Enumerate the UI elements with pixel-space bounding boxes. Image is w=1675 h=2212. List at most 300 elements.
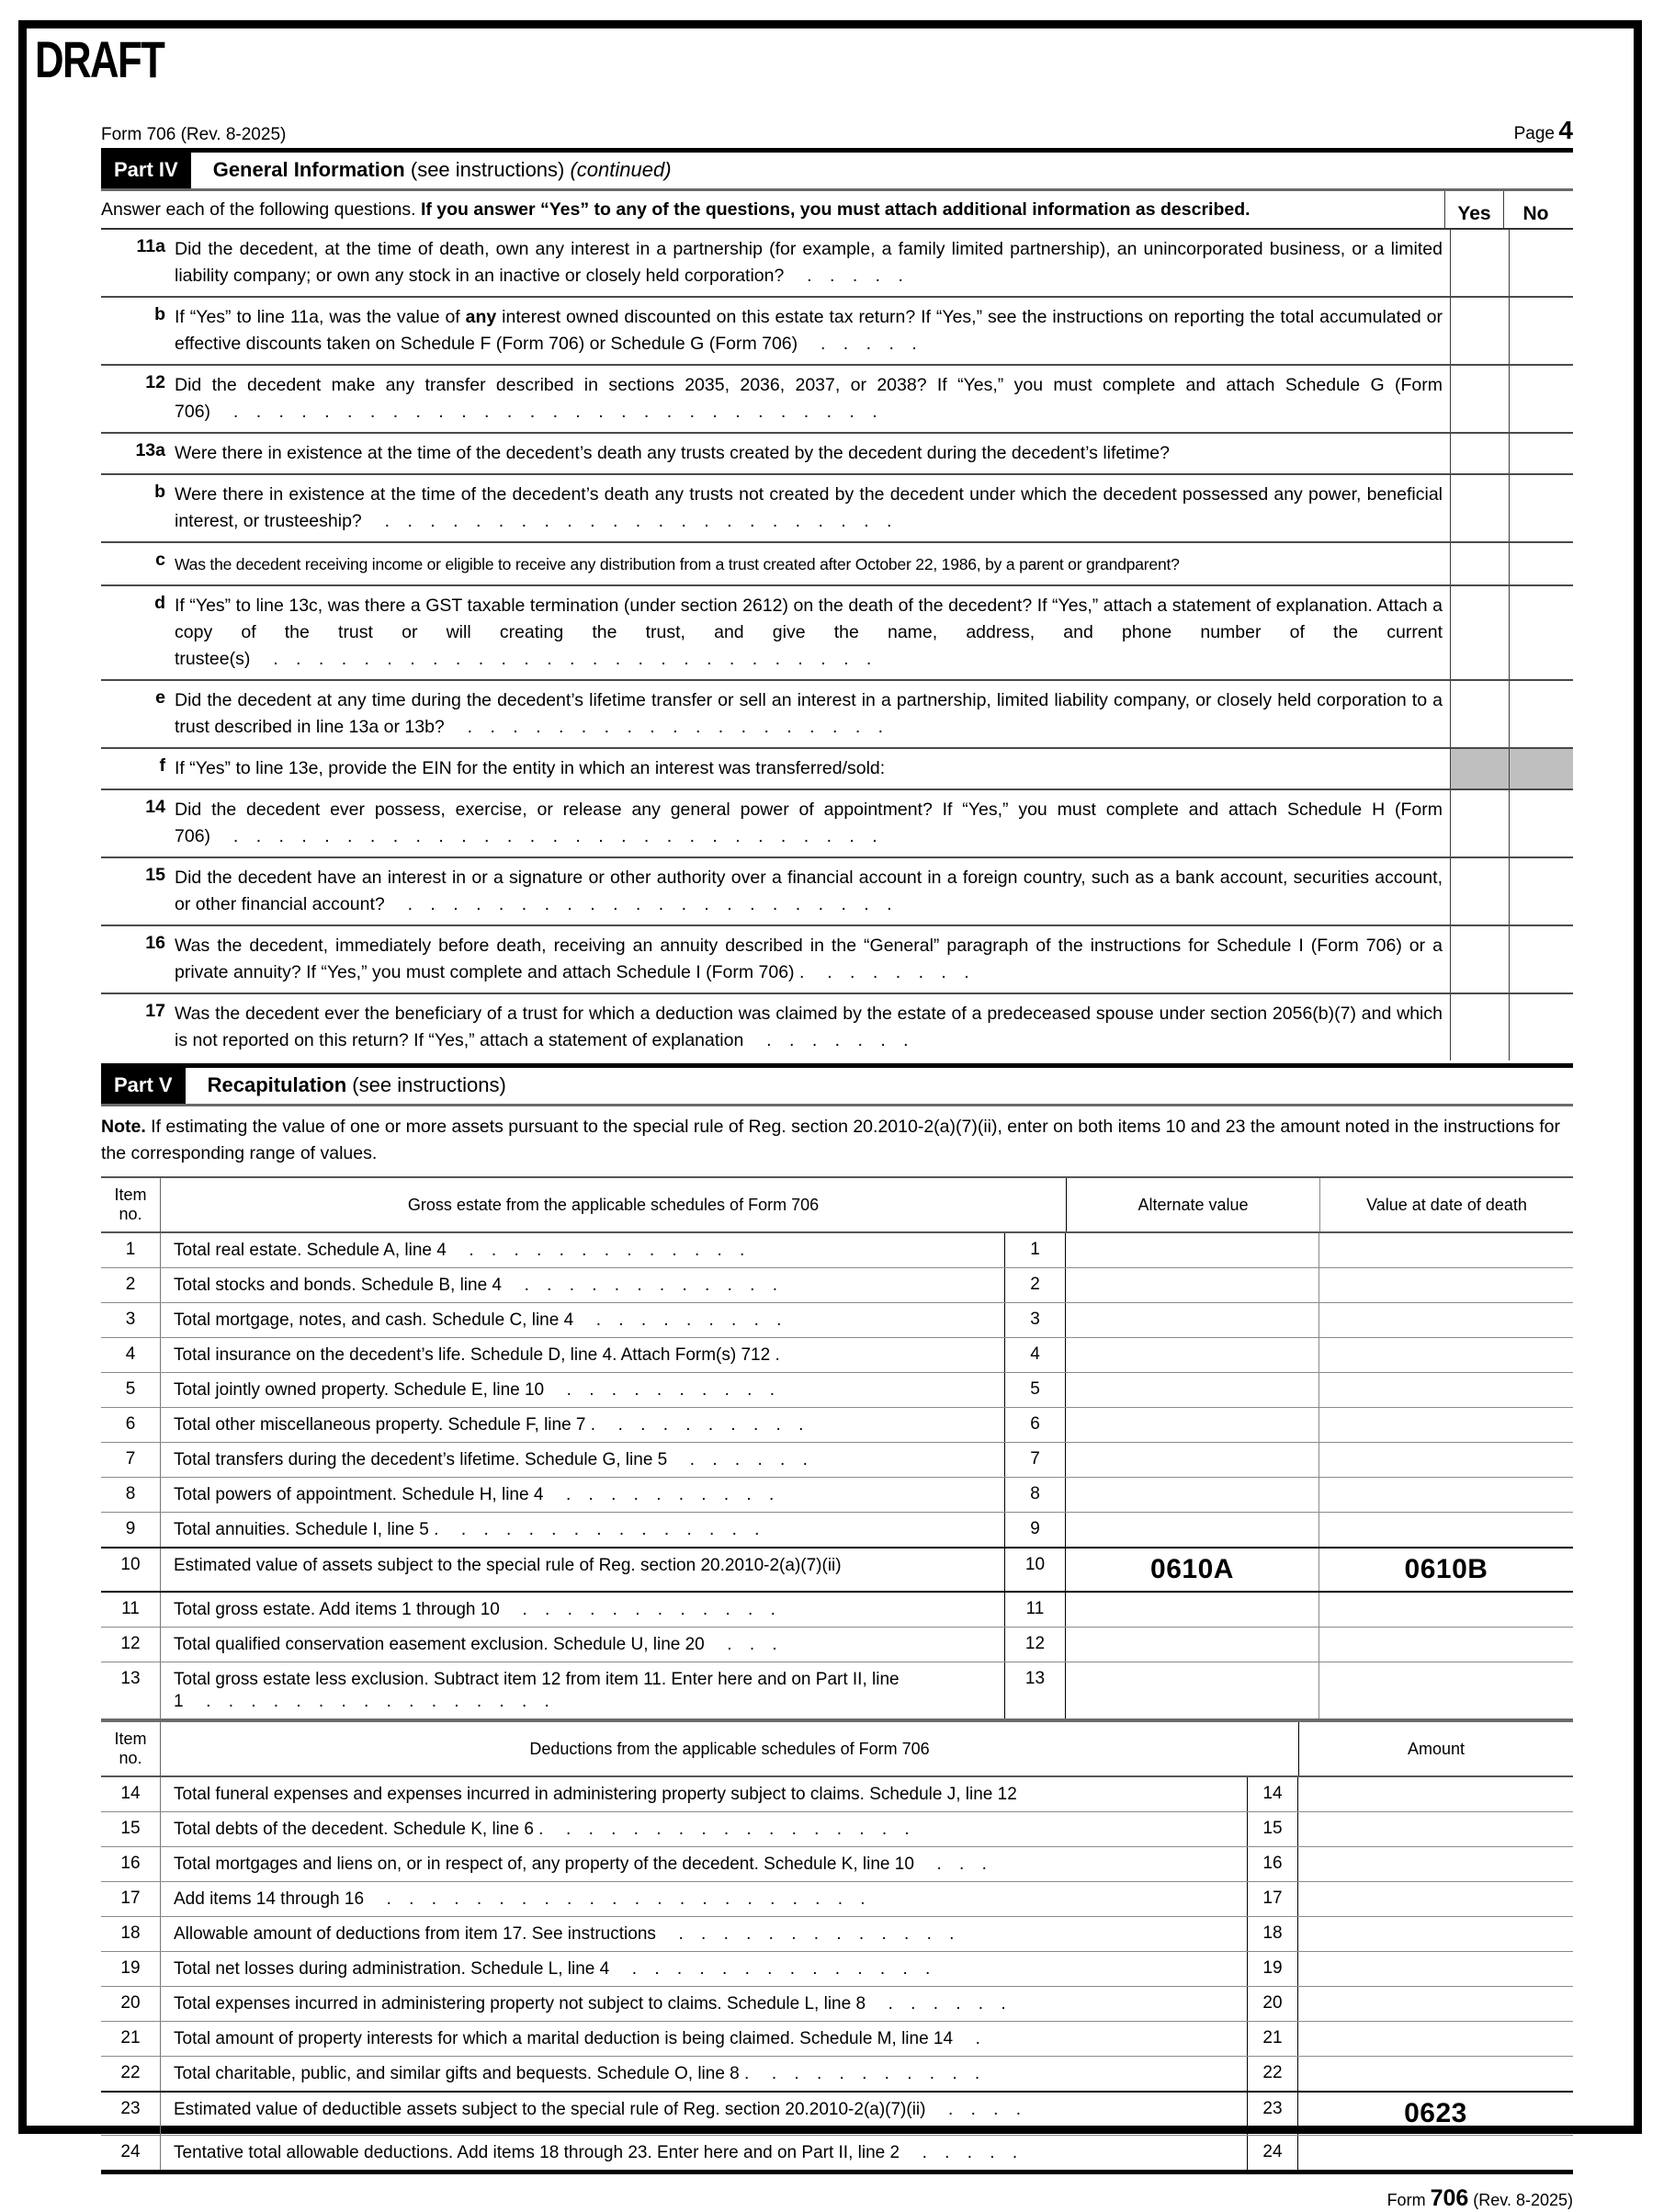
alternate-value-cell-2[interactable] [1066, 1268, 1319, 1302]
dot-leaders: . . . . . . . . . . . . . . . . . . . . . . . . . . . . . [210, 826, 884, 846]
question-row-11a [101, 230, 1573, 298]
value-at-death-cell-4[interactable] [1319, 1338, 1573, 1372]
question-text-segment: Was the decedent ever the beneficiary of a trust for which a deduction was claimed by the estate of a predeceased spouse under section 2056(b)(7) and which is not reported on this return? If “Yes,” attach a statement of explanation [175, 1004, 1443, 1050]
row-description-text: Total debts of the decedent. Schedule K, line 6 . [174, 1820, 544, 1839]
gross-row-2 [101, 1268, 1573, 1303]
line-number: 13 [1004, 1662, 1066, 1719]
dot-leaders: . . . . . [900, 2143, 1024, 2162]
deduction-row-22 [101, 2057, 1573, 2093]
question-number: 15 [145, 865, 165, 885]
amount-cell-21[interactable] [1298, 2022, 1573, 2056]
dot-leaders: . . . . . . . . . . . . . . . . . . . . . . . . . . . [250, 649, 878, 669]
gross-estate-table [101, 1176, 1573, 1722]
line-number: 15 [1247, 1812, 1298, 1846]
amount-cell-19[interactable] [1298, 1952, 1573, 1986]
amount-cell-24[interactable] [1298, 2136, 1573, 2170]
dot-leaders: . . . . . . . . . . . . . . [438, 1520, 766, 1539]
row-description [161, 1917, 1247, 1951]
row-description [161, 1628, 1004, 1662]
question-text-segment: Did the decedent make any transfer described in sections 2035, 2036, 2037, or 2038? If “Yes,” you must complete and attach Schedule G (Form 706) [175, 375, 1443, 422]
row-description [161, 1408, 1004, 1442]
question-number: 11a [136, 236, 165, 256]
row-description [161, 1478, 1004, 1512]
amount-cell-15[interactable] [1298, 1812, 1573, 1846]
qc-yes-cell[interactable] [1450, 543, 1509, 584]
line-number: 21 [1247, 2022, 1298, 2056]
alternate-value-cell-5[interactable] [1066, 1373, 1319, 1407]
part4-header-bar [101, 153, 1573, 191]
item-number: 6 [101, 1408, 161, 1442]
q15-no-cell[interactable] [1509, 858, 1573, 925]
dot-leaders: . . . . . [798, 334, 923, 354]
part4-questions-body [101, 230, 1573, 1061]
alternate-value-cell-10[interactable]: 0610A [1066, 1548, 1319, 1591]
amount-cell-20[interactable] [1298, 1987, 1573, 2021]
alternate-value-header: Alternate value [1066, 1178, 1319, 1231]
deduction-row-21 [101, 2022, 1573, 2057]
row-description [161, 1303, 1004, 1337]
gross-row-4 [101, 1338, 1573, 1373]
form-header [101, 116, 1573, 145]
qe-no-cell[interactable] [1509, 681, 1573, 747]
form-page [101, 116, 1573, 2212]
deduction-row-20 [101, 1987, 1573, 2022]
item-number: 17 [101, 1882, 161, 1916]
dot-leaders: . . . [704, 1635, 784, 1654]
q12-yes-cell[interactable] [1450, 366, 1509, 432]
row-description [161, 1847, 1247, 1881]
row-description [161, 1952, 1247, 1986]
question-text-segment: Did the decedent, at the time of death, own any interest in a partnership (for example, a family limited partnership), an unincorporated business, or a limited liability company; or own any stock in an inactive or closely held corporation? [175, 239, 1443, 286]
item-number: 10 [101, 1548, 161, 1591]
line-number: 19 [1247, 1952, 1298, 1986]
question-row-b [101, 298, 1573, 366]
deduction-row-17 [101, 1882, 1573, 1917]
row-description-text: Total net losses during administration. Schedule L, line 4 [174, 1959, 610, 1979]
qc-no-cell[interactable] [1509, 543, 1573, 584]
qf-yes-cell [1450, 749, 1509, 788]
question-text-segment: Was the decedent receiving income or eligible to receive any distribution from a trust created after October 22, 1986, by a parent or grandparent? [175, 555, 1180, 573]
line-number: 1 [1004, 1233, 1066, 1267]
item-number: 12 [101, 1628, 161, 1662]
dot-leaders: . . . . . [784, 266, 910, 286]
dot-leaders: . . . . . . [866, 1994, 1013, 2013]
line-number: 5 [1004, 1373, 1066, 1407]
line-number: 11 [1004, 1593, 1066, 1627]
page-indicator: Page 4 [1513, 116, 1573, 144]
item-number: 7 [101, 1443, 161, 1477]
dot-leaders: . . . . . . . . . . . . . . . . . . . . . . . . . . . . . [210, 402, 884, 422]
question-text-segment: Did the decedent at any time during the decedent’s lifetime transfer or sell an interest in a partnership, limited liability company, or closely held corporation to a trust described in line 13a or 13b? [175, 690, 1443, 737]
item-number: 16 [101, 1847, 161, 1881]
item-no-header-2: Item no. [101, 1722, 161, 1775]
qd-no-cell[interactable] [1509, 586, 1573, 679]
q11a-no-cell[interactable] [1509, 230, 1573, 296]
question-number: f [159, 755, 165, 776]
value-at-death-cell-10[interactable]: 0610B [1404, 1554, 1488, 1584]
line-number: 17 [1247, 1882, 1298, 1916]
question-text [175, 586, 1450, 679]
row-description-text: Tentative total allowable deductions. Add items 18 through 23. Enter here and on Part II, line 2 [174, 2143, 900, 2162]
deduction-row-16 [101, 1847, 1573, 1882]
row-description-text: Total insurance on the decedent’s life. Schedule D, line 4. Attach Form(s) 712 . [174, 1345, 780, 1365]
line-number: 4 [1004, 1338, 1066, 1372]
alternate-value-cell-12[interactable] [1066, 1628, 1319, 1662]
row-description-text: Estimated value of deductible assets subject to the special rule of Reg. section 20.2010-2(a)(7)(ii) [174, 2100, 926, 2119]
deduction-row-14 [101, 1777, 1573, 1812]
question-number: d [154, 593, 165, 613]
value-at-death-cell-2[interactable] [1319, 1268, 1573, 1302]
dot-leaders: . . . . . . . . . . . . [499, 1600, 782, 1619]
question-row-14 [101, 790, 1573, 858]
q11a-yes-cell[interactable] [1450, 230, 1509, 296]
question-text [175, 994, 1450, 1061]
q15-yes-cell[interactable] [1450, 858, 1509, 925]
row-description-text: Total transfers during the decedent’s lifetime. Schedule G, line 5 [174, 1450, 668, 1469]
deduction-row-19 [101, 1952, 1573, 1987]
value-at-death-cell-11[interactable] [1319, 1593, 1573, 1627]
row-description [161, 1513, 1004, 1547]
alternate-value-cell-1[interactable] [1066, 1233, 1319, 1267]
row-description-text: Add items 14 through 16 [174, 1889, 365, 1909]
row-description-text: Total amount of property interests for which a marital deduction is being claimed. Schedule M, line 14 [174, 2029, 954, 2048]
value-at-death-cell-8[interactable] [1319, 1478, 1573, 1512]
gross-row-7 [101, 1443, 1573, 1478]
q17-no-cell[interactable] [1509, 994, 1573, 1061]
question-text-segment: If “Yes” to line 13c, was there a GST taxable termination (under section 2612) on the death of the decedent? If “Yes,” attach a statement of explanation. Attach a copy of the trust or will creating the trust, and give the name, address, and phone number of the current trustee(s) [175, 596, 1443, 669]
line-number: 23 [1247, 2093, 1298, 2135]
gross-row-3 [101, 1303, 1573, 1338]
gross-row-11 [101, 1593, 1573, 1628]
alternate-value-cell-11[interactable] [1066, 1593, 1319, 1627]
deductions-table-body [101, 1777, 1573, 2174]
dot-leaders: . . . . . . . . . . . . . . . . . . . . . . [384, 894, 899, 914]
q16-yes-cell[interactable] [1450, 926, 1509, 993]
row-description-text: Total gross estate. Add items 1 through 10 [174, 1600, 500, 1619]
row-description-text: Total powers of appointment. Schedule H, line 4 [174, 1485, 544, 1504]
alternate-value-cell-6[interactable] [1066, 1408, 1319, 1442]
question-row-c [101, 543, 1573, 586]
dot-leaders: . . . . . . . [743, 1030, 915, 1050]
row-description-text: Total expenses incurred in administering property not subject to claims. Schedule L, line 8 [174, 1994, 866, 2013]
deduction-row-18 [101, 1917, 1573, 1952]
alternate-value-cell-7[interactable] [1066, 1443, 1319, 1477]
row-description [161, 2022, 1247, 2056]
item-number: 18 [101, 1917, 161, 1951]
row-description [161, 1777, 1247, 1811]
page-footer: Form 706 (Rev. 8-2025) [1386, 2185, 1573, 2211]
part4-title: General Information (see instructions) (continued) [212, 158, 672, 181]
item-number: 5 [101, 1373, 161, 1407]
question-number: 16 [145, 933, 165, 953]
question-row-12 [101, 366, 1573, 434]
item-number: 22 [101, 2057, 161, 2091]
part5-title: Recapitulation (see instructions) [207, 1073, 506, 1096]
row-description [161, 1987, 1247, 2021]
gross-estate-table-body [101, 1233, 1573, 1722]
question-text [175, 749, 1450, 788]
qd-yes-cell[interactable] [1450, 586, 1509, 679]
line-number: 10 [1004, 1548, 1066, 1591]
dot-leaders: . . . . . . . . . . . . . . . . [543, 1820, 916, 1839]
line-number: 2 [1004, 1268, 1066, 1302]
gross-row-8 [101, 1478, 1573, 1513]
amount-header: Amount [1298, 1722, 1573, 1775]
dot-leaders: . . . . . . . . . . . . . . . . . . . . . . [364, 1889, 872, 1909]
line-number: 22 [1247, 2057, 1298, 2091]
line-number: 7 [1004, 1443, 1066, 1477]
item-number: 9 [101, 1513, 161, 1547]
dot-leaders: . . . . [925, 2100, 1027, 2119]
row-description [161, 2136, 1247, 2170]
amount-cell-17[interactable] [1298, 1882, 1573, 1916]
row-description-text: Allowable amount of deductions from item 17. See instructions [174, 1924, 656, 1944]
value-at-death-cell-5[interactable] [1319, 1373, 1573, 1407]
row-description-text: Total charitable, public, and similar gifts and bequests. Schedule O, line 8 . [174, 2064, 750, 2083]
value-at-death-cell-9[interactable] [1319, 1513, 1573, 1547]
qb-no-cell[interactable] [1509, 475, 1573, 541]
question-number: 12 [145, 372, 165, 392]
q13a-no-cell[interactable] [1509, 434, 1573, 473]
amount-cell-18[interactable] [1298, 1917, 1573, 1951]
value-at-death-cell-13[interactable] [1319, 1662, 1573, 1719]
question-number: e [155, 687, 165, 708]
dot-leaders: . . . . . . . . . . . . . . . . . . . [444, 717, 890, 737]
dot-leaders: . . . . . . . . . . . . . . [609, 1959, 937, 1979]
question-text [175, 298, 1450, 364]
draft-watermark: DRAFT [35, 30, 164, 88]
dot-leaders: . . . . . . . . . . . . . [655, 1924, 961, 1944]
deduction-row-24 [101, 2136, 1573, 2174]
gross-desc-header: Gross estate from the applicable schedules of Form 706 [407, 1195, 820, 1214]
question-row-17 [101, 994, 1573, 1061]
question-row-d [101, 586, 1573, 681]
row-description [161, 2057, 1247, 2091]
row-description-text: Total mortgages and liens on, or in respect of, any property of the decedent. Schedule K, line 10 [174, 1855, 914, 1874]
dot-leaders: . . . . . . . . . . . . . . . . [183, 1692, 556, 1711]
value-at-death-cell-3[interactable] [1319, 1303, 1573, 1337]
question-number: c [155, 550, 165, 570]
alternate-value-cell-4[interactable] [1066, 1338, 1319, 1372]
dot-leaders: . . . . . . [667, 1450, 814, 1469]
question-text [175, 230, 1450, 296]
row-description [161, 1268, 1004, 1302]
amount-cell-22[interactable] [1298, 2057, 1573, 2091]
row-description [161, 1443, 1004, 1477]
value-at-death-cell-7[interactable] [1319, 1443, 1573, 1477]
dot-leaders: . . . . . . . . . [573, 1310, 788, 1330]
item-number: 4 [101, 1338, 161, 1372]
value-at-death-header: Value at date of death [1319, 1178, 1573, 1231]
item-number: 24 [101, 2136, 161, 2170]
line-number: 14 [1247, 1777, 1298, 1811]
question-text [175, 366, 1450, 432]
item-number: 3 [101, 1303, 161, 1337]
deduction-row-23 [101, 2093, 1573, 2136]
question-row-b [101, 475, 1573, 543]
gross-row-6 [101, 1408, 1573, 1443]
gross-row-9 [101, 1513, 1573, 1548]
question-text [175, 790, 1450, 856]
question-text-segment: Were there in existence at the time of the decedent’s death any trusts created by the decedent during the decedent’s lifetime? [175, 443, 1170, 463]
qe-yes-cell[interactable] [1450, 681, 1509, 747]
row-description [161, 1233, 1004, 1267]
gross-row-10 [101, 1548, 1573, 1593]
dot-leaders: . [953, 2029, 987, 2048]
deductions-desc-header: Deductions from the applicable schedules of Form 706 [529, 1739, 930, 1758]
alternate-value-cell-8[interactable] [1066, 1478, 1319, 1512]
amount-cell-23[interactable]: 0623 [1404, 2098, 1467, 2128]
item-no-header: Item no. [101, 1178, 161, 1231]
line-number: 20 [1247, 1987, 1298, 2021]
question-text [175, 475, 1450, 541]
question-number: b [154, 482, 165, 502]
row-description-text: Total gross estate less exclusion. Subtract item 12 from item 11. Enter here and on Part II, line 1 [174, 1670, 900, 1711]
page-number: 4 [1558, 116, 1573, 144]
row-description-text: Total other miscellaneous property. Schedule F, line 7 . [174, 1415, 596, 1435]
value-at-death-cell-12[interactable] [1319, 1628, 1573, 1662]
item-number: 2 [101, 1268, 161, 1302]
question-row-16 [101, 926, 1573, 994]
question-text-bold: any [465, 307, 497, 327]
q17-yes-cell[interactable] [1450, 994, 1509, 1061]
gross-row-1 [101, 1233, 1573, 1268]
question-text-segment: Did the decedent have an interest in or a signature or other authority over a financial account in a foreign country, such as a bank account, securities account, or other financial account? [175, 868, 1443, 914]
item-number: 21 [101, 2022, 161, 2056]
question-text [175, 543, 1450, 584]
row-description-text: Total annuities. Schedule I, line 5 . [174, 1520, 439, 1539]
item-number: 15 [101, 1812, 161, 1846]
question-number: b [154, 304, 165, 324]
row-description-text: Total stocks and bonds. Schedule B, line 4 [174, 1276, 503, 1295]
question-row-15 [101, 858, 1573, 926]
line-number: 12 [1004, 1628, 1066, 1662]
line-number: 3 [1004, 1303, 1066, 1337]
deductions-table-header [101, 1722, 1573, 1777]
question-text-segment: If “Yes” to line 11a, was the value of [175, 307, 466, 327]
amount-cell-16[interactable] [1298, 1847, 1573, 1881]
row-description [161, 1882, 1247, 1916]
dot-leaders: . . . . . . . . . . [749, 2064, 987, 2083]
line-number: 18 [1247, 1917, 1298, 1951]
alternate-value-cell-9[interactable] [1066, 1513, 1319, 1547]
item-number: 14 [101, 1777, 161, 1811]
row-description-text: Total funeral expenses and expenses incurred in administering property subject to claims. Schedule J, line 12 [174, 1785, 1017, 1804]
dot-leaders: . . . . . . . [804, 962, 976, 982]
item-number: 19 [101, 1952, 161, 1986]
form-reference: Form 706 (Rev. 8-2025) [101, 125, 287, 144]
question-text-segment: If “Yes” to line 13e, provide the EIN for the entity in which an interest was transferred/sold: [175, 758, 886, 778]
value-at-death-cell-1[interactable] [1319, 1233, 1573, 1267]
item-number: 11 [101, 1593, 161, 1627]
gross-row-5 [101, 1373, 1573, 1408]
line-number: 16 [1247, 1847, 1298, 1881]
line-number: 8 [1004, 1478, 1066, 1512]
no-column-header: No [1503, 191, 1567, 228]
q14-yes-cell[interactable] [1450, 790, 1509, 856]
alternate-value-cell-13[interactable] [1066, 1662, 1319, 1719]
item-number: 1 [101, 1233, 161, 1267]
item-number: 8 [101, 1478, 161, 1512]
dot-leaders: . . . . . . . . . . . . . . . . . . . . . . . [361, 511, 899, 531]
part4-questions-table [101, 191, 1573, 1061]
row-description-text: Total jointly owned property. Schedule E, line 10 [174, 1380, 545, 1400]
part5-note: Note. If estimating the value of one or more assets pursuant to the special rule of Reg. section 20.2010-2(a)(7)(ii), enter on both items 10 and 23 the amount noted in the instructions for the corresponding range of values. [101, 1117, 1560, 1163]
row-description [161, 1548, 1004, 1591]
question-number: 13a [135, 440, 165, 460]
row-description [161, 1662, 1004, 1719]
row-description [161, 1593, 1004, 1627]
item-number: 13 [101, 1662, 161, 1719]
part5-label: Part V [101, 1068, 186, 1104]
part4-intro-text: Answer each of the following questions. If you answer “Yes” to any of the questions, you must attach additional information as described. [101, 199, 1251, 220]
qb-yes-cell[interactable] [1450, 298, 1509, 364]
question-text [175, 926, 1450, 993]
question-text [175, 858, 1450, 925]
question-text-segment: Was the decedent, immediately before death, receiving an annuity described in the “General” paragraph of the instructions for Schedule I (Form 706) or a private annuity? If “Yes,” you must complete and attach Schedule I (Form 706) . [175, 936, 1443, 982]
row-description [161, 1812, 1247, 1846]
gross-estate-table-header [101, 1176, 1573, 1233]
dot-leaders: . . . . . . . . . . [543, 1485, 781, 1504]
q12-no-cell[interactable] [1509, 366, 1573, 432]
question-text [175, 681, 1450, 747]
qb-yes-cell[interactable] [1450, 475, 1509, 541]
line-number: 6 [1004, 1408, 1066, 1442]
question-text-segment: interest owned discounted on this estate tax return? If “Yes,” see the instructions on reporting the total accumulated or effective discounts taken on Schedule F (Form 706) or Schedule G (Form 706) [175, 307, 1443, 354]
dot-leaders: . . . [913, 1855, 993, 1874]
yes-column-header: Yes [1444, 191, 1503, 228]
dot-leaders: . . . . . . . . . [595, 1415, 810, 1435]
qb-no-cell[interactable] [1509, 298, 1573, 364]
question-row-13a [101, 434, 1573, 475]
footer-form-number: 706 [1430, 2185, 1469, 2211]
row-description-text: Total qualified conservation easement exclusion. Schedule U, line 20 [174, 1635, 705, 1654]
q14-no-cell[interactable] [1509, 790, 1573, 856]
amount-cell-14[interactable] [1298, 1777, 1573, 1811]
q16-no-cell[interactable] [1509, 926, 1573, 993]
question-number: 17 [145, 1001, 165, 1021]
alternate-value-cell-3[interactable] [1066, 1303, 1319, 1337]
row-description-text: Total mortgage, notes, and cash. Schedule C, line 4 [174, 1310, 574, 1330]
deduction-row-15 [101, 1812, 1573, 1847]
dot-leaders: . . . . . . . . . . . . [502, 1276, 784, 1295]
row-description-text: Total real estate. Schedule A, line 4 [174, 1241, 447, 1260]
question-text-segment: Did the decedent ever possess, exercise, or release any general power of appointment? If “Yes,” you must complete and attach Schedule H (Form 706) [175, 800, 1443, 846]
line-number: 9 [1004, 1513, 1066, 1547]
question-row-f [101, 749, 1573, 790]
row-description [161, 2093, 1247, 2135]
value-at-death-cell-6[interactable] [1319, 1408, 1573, 1442]
item-number: 20 [101, 1987, 161, 2021]
gross-row-13 [101, 1662, 1573, 1722]
question-text-segment: Were there in existence at the time of the decedent’s death any trusts not created by the decedent under which the decedent possessed any power, beneficial interest, or trusteeship? [175, 484, 1443, 531]
part4-label: Part IV [101, 153, 191, 188]
dot-leaders: . . . . . . . . . . [544, 1380, 781, 1400]
row-description-text: Estimated value of assets subject to the special rule of Reg. section 20.2010-2(a)(7)(ii) [174, 1556, 842, 1575]
question-text [175, 434, 1450, 473]
qf-no-cell [1509, 749, 1573, 788]
q13a-yes-cell[interactable] [1450, 434, 1509, 473]
item-number: 23 [101, 2093, 161, 2135]
dot-leaders: . . . . . . . . . . . . . [446, 1241, 752, 1260]
part5-header-bar [101, 1068, 1573, 1106]
gross-row-12 [101, 1628, 1573, 1662]
row-description [161, 1373, 1004, 1407]
deductions-table [101, 1722, 1573, 2174]
row-description [161, 1338, 1004, 1372]
question-number: 14 [145, 797, 165, 817]
part4-intro-row [101, 191, 1573, 230]
